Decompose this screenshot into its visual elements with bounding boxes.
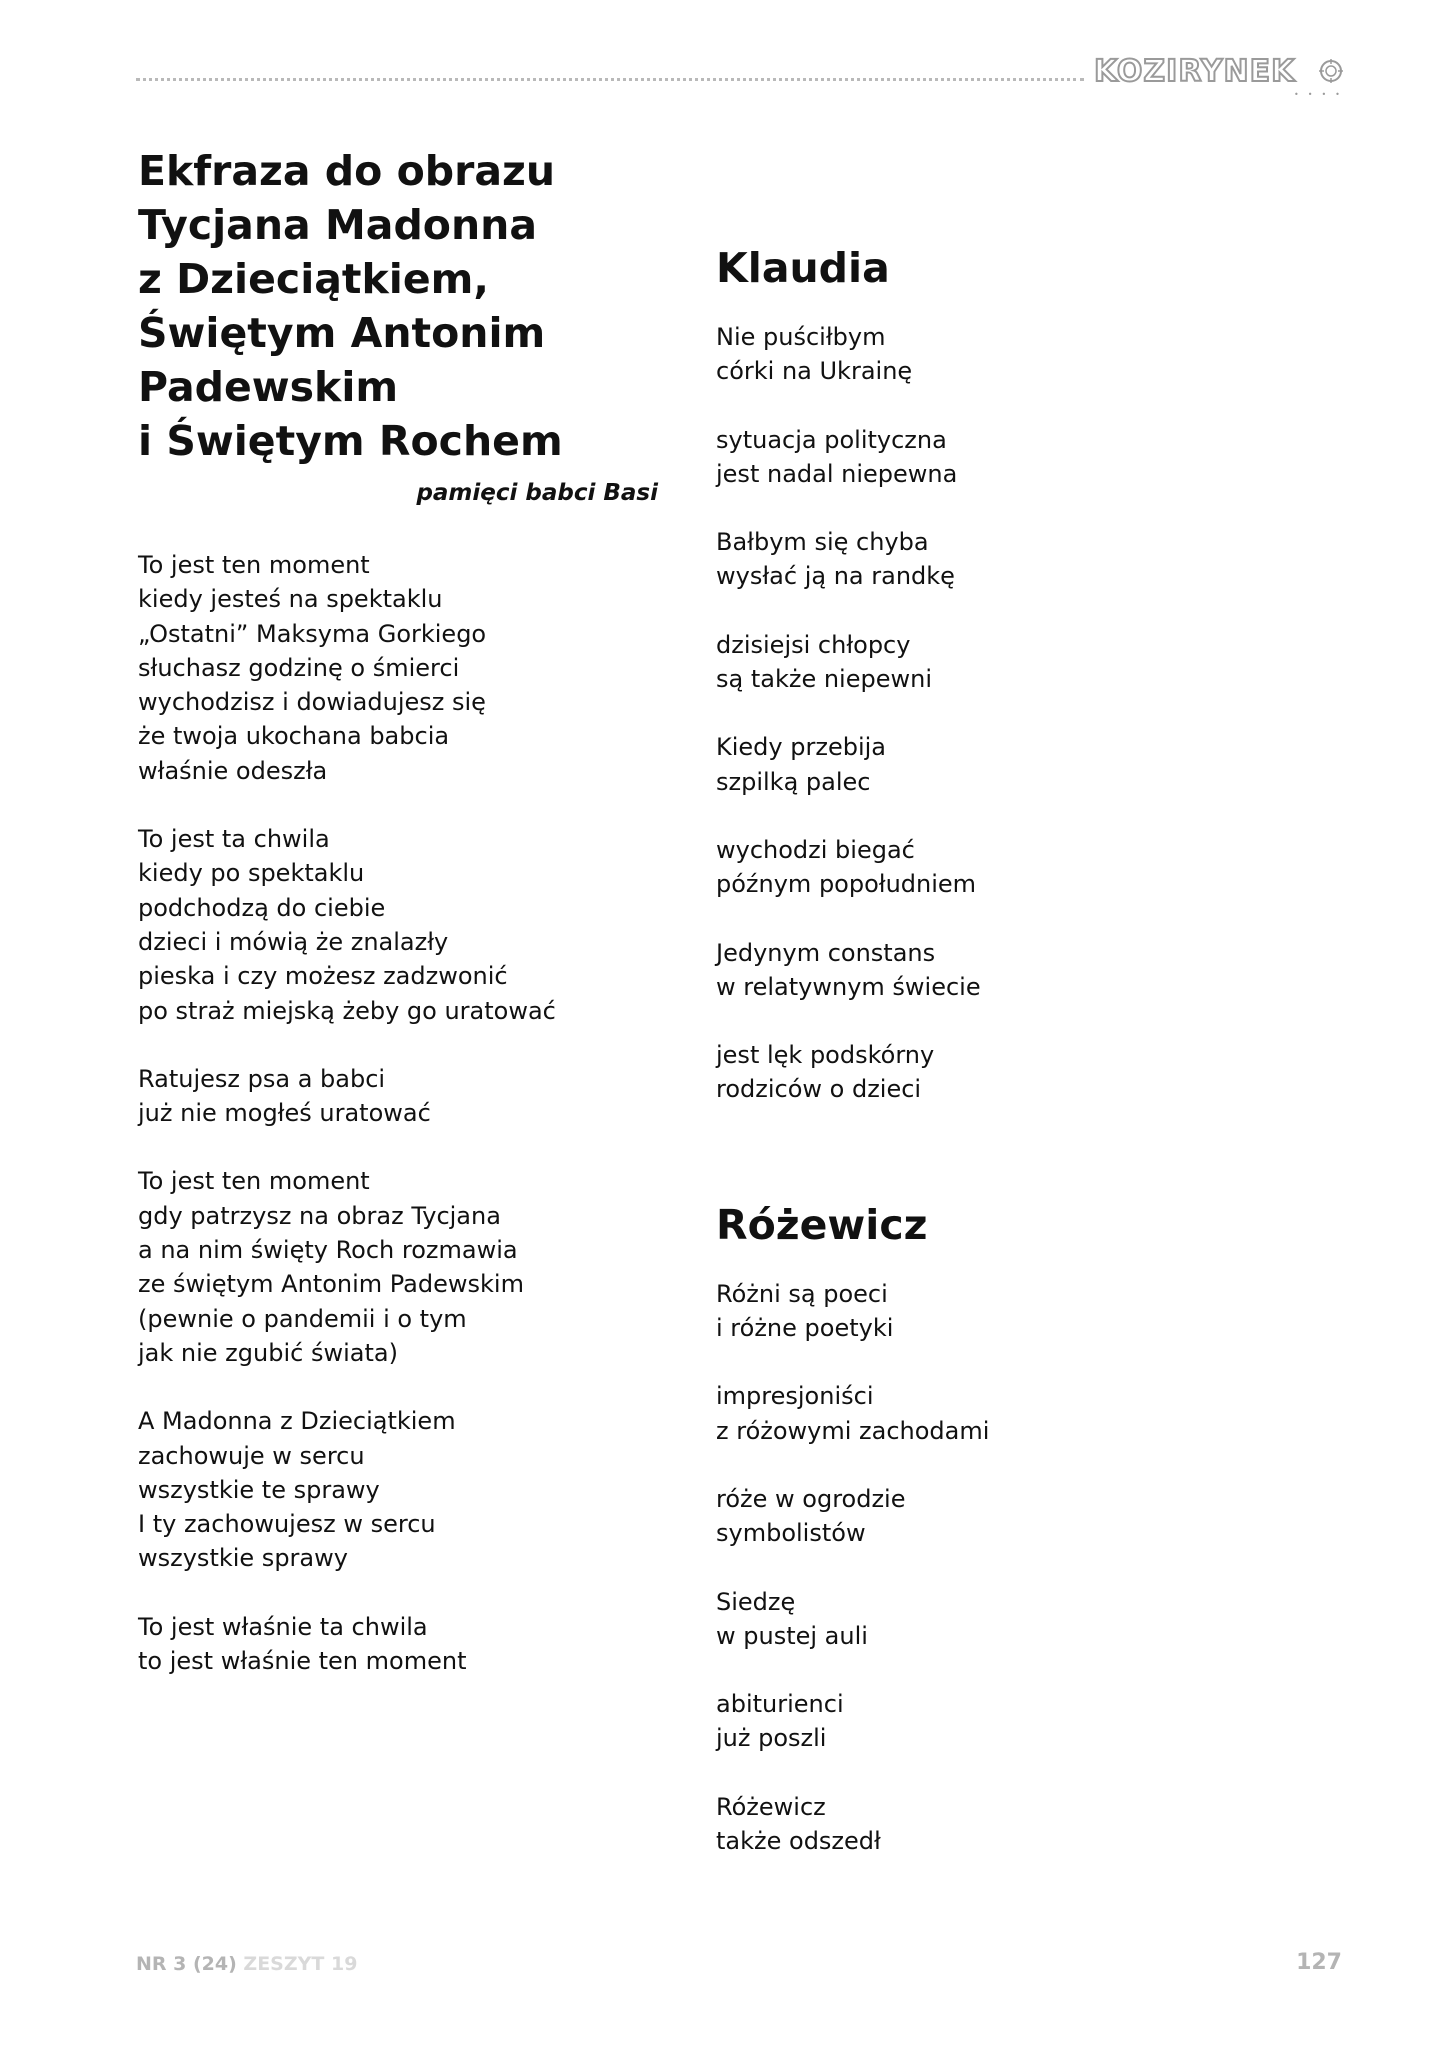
poem-line: To jest właśnie ta chwila	[138, 1612, 428, 1641]
poem-line: jest nadal niepewna	[716, 459, 958, 488]
poem-line: właśnie odeszła	[138, 756, 328, 785]
dedication: pamięci babci Basi	[416, 480, 658, 506]
stanza	[138, 1404, 678, 1575]
poem-line: impresjoniści	[716, 1382, 874, 1411]
poem-line: Ratujesz psa a babci	[138, 1064, 386, 1093]
title-line: Świętym Antonim	[138, 309, 546, 357]
left-column	[138, 144, 678, 1712]
stanza	[138, 548, 678, 788]
poem-line: To jest ta chwila	[138, 825, 330, 854]
poem-line: wychodzi biegać	[716, 835, 915, 864]
poem-line: kiedy jesteś na spektaklu	[138, 585, 443, 614]
poem-line: wszystkie sprawy	[138, 1544, 348, 1573]
poem-title: Klaudia	[716, 244, 890, 292]
poem-line: róże w ogrodzie	[716, 1484, 906, 1513]
poem-line: dzisiejsi chłopcy	[716, 630, 911, 659]
poem-line: wysłać ją na randkę	[716, 562, 955, 591]
poem-body	[716, 1277, 1276, 1859]
stanza	[716, 628, 1276, 697]
poem-line: są także niepewni	[716, 665, 932, 694]
poem-line: Kiedy przebija	[716, 733, 886, 762]
poem-line: Siedzę	[716, 1587, 796, 1616]
poem-line: córki na Ukrainę	[716, 357, 913, 386]
title-line: Ekfraza do obrazu	[138, 147, 556, 195]
poem-line: dzieci i mówią że znalazły	[138, 927, 449, 956]
poem-rozewicz	[716, 1197, 1276, 1859]
stanza	[138, 1062, 678, 1131]
poem-line: zachowuje w sercu	[138, 1441, 365, 1470]
poem-line: już nie mogłeś uratować	[138, 1099, 431, 1128]
poem-body	[716, 320, 1276, 1107]
stanza	[716, 936, 1276, 1005]
poem-line: podchodzą do ciebie	[138, 893, 386, 922]
poem-line: a na nim święty Roch rozmawia	[138, 1236, 518, 1265]
logo-dots: ••••	[1294, 90, 1349, 99]
poem-line: z różowymi zachodami	[716, 1416, 990, 1445]
left-poem-body	[138, 548, 678, 1678]
title-line: z Dzieciątkiem,	[138, 255, 489, 303]
poem-line: rodziców o dzieci	[716, 1075, 922, 1104]
poem-line: Bałbym się chyba	[716, 528, 929, 557]
poem-line: A Madonna z Dzieciątkiem	[138, 1407, 456, 1436]
stanza	[716, 730, 1276, 799]
poem-line: kiedy po spektaklu	[138, 859, 365, 888]
poem-line: że twoja ukochana babcia	[138, 722, 450, 751]
title-line: Padewskim	[138, 363, 399, 411]
poem-line: wszystkie te sprawy	[138, 1475, 380, 1504]
stanza	[716, 423, 1276, 492]
poem-line: już poszli	[716, 1724, 827, 1753]
poem-line: to jest właśnie ten moment	[138, 1647, 467, 1676]
stanza	[138, 1610, 678, 1679]
poem-line: późnym popołudniem	[716, 870, 977, 899]
footer-issue	[136, 1952, 357, 1976]
stanza	[716, 1790, 1276, 1859]
poem-line: „Ostatni” Maksyma Gorkiego	[138, 619, 487, 648]
poem-klaudia	[716, 240, 1276, 1107]
poem-line: To jest ten moment	[138, 551, 370, 579]
poem-line: także odszedł	[716, 1827, 881, 1856]
poem-line: abiturienci	[716, 1690, 844, 1719]
title-line: Tycjana Madonna	[138, 201, 538, 249]
stanza	[716, 1038, 1276, 1107]
poem-line: symbolistów	[716, 1519, 866, 1548]
poem-line: jest lęk podskórny	[716, 1041, 935, 1070]
stanza	[138, 822, 678, 1028]
poem-line: Nie puściłbym	[716, 323, 886, 351]
logo-text: KOZIRYNEK	[1094, 54, 1296, 89]
left-poem-title	[138, 144, 678, 468]
booklet-number: ZESZYT 19	[243, 1953, 358, 1975]
stanza	[716, 1277, 1276, 1346]
header-dotted-rule	[136, 78, 1084, 81]
title-line: i Świętym Rochem	[138, 417, 563, 465]
poem-line: wychodzisz i dowiadujesz się	[138, 688, 486, 717]
poem-line: szpilką palec	[716, 767, 871, 796]
stanza	[716, 1379, 1276, 1448]
stanza	[716, 1585, 1276, 1654]
stanza	[716, 1482, 1276, 1551]
poem-line: To jest ten moment	[138, 1167, 370, 1196]
poem-line: słuchasz godzinę o śmierci	[138, 653, 460, 682]
poem-line: w pustej auli	[716, 1621, 868, 1650]
poem-line: Różni są poeci	[716, 1279, 888, 1308]
gear-wheel-icon	[1318, 58, 1344, 84]
stanza	[138, 1164, 678, 1370]
stanza	[716, 525, 1276, 594]
poem-line: sytuacja polityczna	[716, 425, 947, 454]
stanza	[716, 320, 1276, 389]
stanza	[716, 1687, 1276, 1756]
magazine-logo	[1094, 50, 1349, 99]
poem-line: (pewnie o pandemii i o tym	[138, 1304, 467, 1333]
poem-line: I ty zachowujesz w sercu	[138, 1510, 436, 1539]
poem-line: Jedynym constans	[716, 938, 936, 967]
poem-line: pieska i czy możesz zadzwonić	[138, 962, 508, 991]
poem-line: jak nie zgubić świata)	[138, 1338, 398, 1367]
issue-number: NR 3 (24)	[136, 1953, 237, 1975]
poem-line: gdy patrzysz na obraz Tycjana	[138, 1201, 501, 1230]
stanza	[716, 833, 1276, 902]
poem-line: w relatywnym świecie	[716, 972, 981, 1001]
poem-line: i różne poetyki	[716, 1314, 894, 1343]
right-column	[716, 240, 1276, 1892]
poem-title: Różewicz	[716, 1200, 928, 1249]
poem-line: po straż miejską żeby go uratować	[138, 996, 556, 1025]
page-number: 127	[1296, 1950, 1342, 1975]
poem-line: Różewicz	[716, 1792, 826, 1821]
poem-line: ze świętym Antonim Padewskim	[138, 1270, 524, 1299]
